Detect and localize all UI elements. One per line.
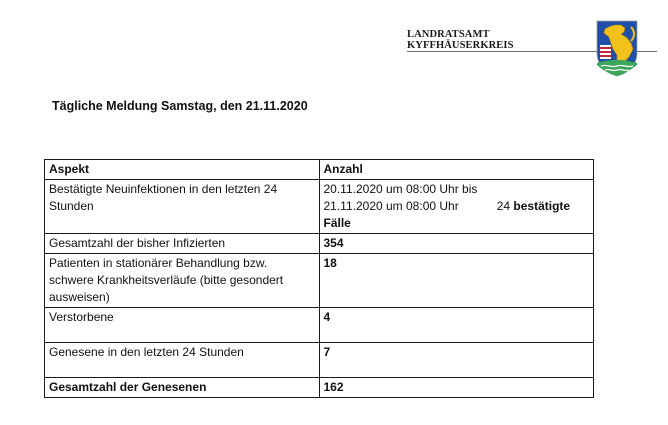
aspect-cell: Gesamtzahl der Genesenen bbox=[45, 378, 320, 398]
value-cell: 18 bbox=[319, 254, 594, 308]
value-suffix: bestätigte bbox=[513, 199, 571, 213]
aspect-cell: Patienten in stationärer Behandlung bzw. schwere Krankheitsverläufe (bitte gesondert ausweisen) bbox=[45, 254, 320, 308]
aspect-cell: Verstorbene bbox=[45, 308, 320, 343]
value-cell bbox=[319, 180, 594, 234]
value-period-end: 21.11.2020 um 08:00 Uhr bbox=[323, 199, 459, 213]
value-period-start: 20.11.2020 um 08:00 Uhr bis bbox=[323, 182, 478, 196]
aspect-cell: Genesene in den letzten 24 Stunden bbox=[45, 343, 320, 378]
table-row bbox=[45, 343, 594, 378]
table-header-row bbox=[45, 160, 594, 180]
value-count: 24 bbox=[496, 199, 511, 213]
value-cell: 4 bbox=[319, 308, 594, 343]
aspect-cell: Bestätigte Neuinfektionen in den letzten 24 Stunden bbox=[45, 180, 320, 234]
value-cell: 162 bbox=[319, 378, 594, 398]
report-table bbox=[44, 159, 594, 398]
org-name-line1: LANDRATSAMT bbox=[407, 29, 490, 40]
page-title: Tägliche Meldung Samstag, den 21.11.2020 bbox=[52, 99, 308, 113]
table-row bbox=[45, 308, 594, 343]
value-period-end-line bbox=[324, 198, 590, 215]
table-row bbox=[45, 378, 594, 398]
value-count-group bbox=[497, 198, 570, 215]
table-row bbox=[45, 254, 594, 308]
aspect-cell: Gesamtzahl der bisher Infizierten bbox=[45, 234, 320, 254]
coat-of-arms-icon bbox=[595, 19, 639, 77]
org-name-line2: KYFFHÄUSERKREIS bbox=[407, 40, 514, 51]
header-anzahl: Anzahl bbox=[319, 160, 594, 180]
value-cell: 7 bbox=[319, 343, 594, 378]
table-row bbox=[45, 234, 594, 254]
value-suffix-cont: Fälle bbox=[323, 216, 351, 230]
organization-name bbox=[407, 29, 514, 51]
header-aspekt: Aspekt bbox=[45, 160, 320, 180]
table-row bbox=[45, 180, 594, 234]
value-cell: 354 bbox=[319, 234, 594, 254]
